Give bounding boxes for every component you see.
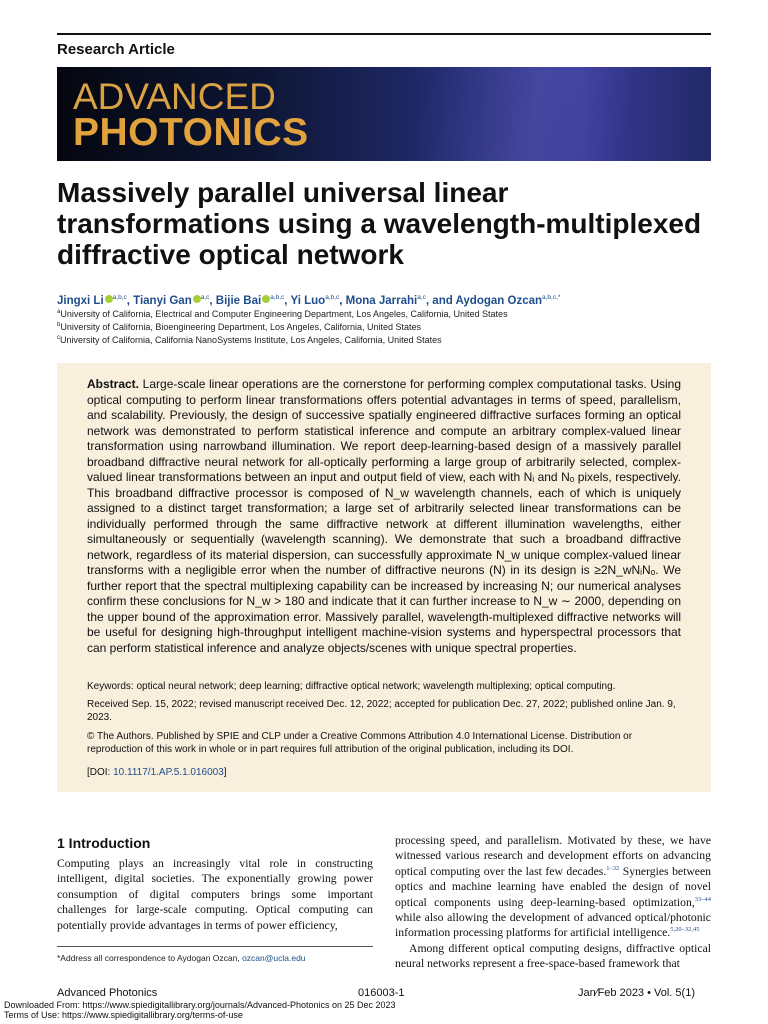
author-affiliation-marks: a,b,c — [112, 294, 127, 301]
footer-article-number: 016003-1 — [358, 987, 405, 999]
citation-ref[interactable]: 5,20–32,45 — [670, 926, 700, 934]
orcid-icon[interactable] — [105, 295, 113, 303]
affiliation-c: $^c$University of California, California NanoSystems Institute, Los Angeles, California, United States — [57, 335, 442, 345]
received-dates: Received Sep. 15, 2022; revised manuscript received Dec. 12, 2022; accepted for publication Dec. 27, 2022; published online Jan. 9, 2023. — [87, 699, 676, 723]
journal-name-line2: PHOTONICS — [73, 111, 309, 154]
citation-ref[interactable]: 1–32 — [606, 864, 620, 872]
article-type-label: Research Article — [57, 41, 175, 58]
author-separator: , and — [425, 294, 456, 307]
author-name[interactable]: Mona Jarrahi — [345, 294, 418, 307]
intro-paragraph-2: Among different optical computing designs, diffractive optical neural networks represent a free-space-based framework that — [395, 941, 711, 971]
affiliation-a: $^a$University of California, Electrical and Computer Engineering Department, Los Angeles, California, United States — [57, 309, 508, 319]
author-name[interactable]: Tianyi Gan — [133, 294, 192, 307]
author-name[interactable]: Aydogan Ozcan — [455, 294, 543, 307]
correspondence-footnote: *Address all correspondence to Aydogan Ozcan, ozcan@ucla.edu — [57, 953, 306, 963]
abstract-text — [87, 377, 681, 656]
author-name[interactable]: Bijie Bai — [215, 294, 262, 307]
author-list — [57, 291, 717, 308]
citation-ref[interactable]: 33–44 — [694, 895, 711, 903]
journal-name-line1: ADVANCED — [73, 76, 276, 117]
author-affiliation-marks: a,b,c — [325, 294, 340, 301]
doi-link[interactable]: 10.1117/1.AP.5.1.016003 — [113, 767, 224, 778]
intro-paragraph-1-cont: processing speed, and parallelism. Motivated by these, we have witnessed various research and development efforts on advancing optical computing over the last few decades.$^{1-32}$ Synergies between optics and machine learning have enabled the design of novel optical components using deep-learning-based optimization,$^{33-44}$ while also allowing the development of advanced optical/photonic information processing platforms for artificial intelligence.$^{5,20-32,45}$ — [395, 834, 712, 940]
footer-journal: Advanced Photonics — [57, 987, 158, 999]
section-heading-introduction: 1 Introduction — [57, 835, 151, 851]
email-link[interactable]: ozcan@ucla.edu — [242, 953, 306, 963]
orcid-icon[interactable] — [262, 295, 270, 303]
author-separator: , — [339, 294, 346, 307]
banner-light-streak — [417, 67, 711, 161]
keywords: Keywords: optical neural network; deep learning; diffractive optical network; wavelength multiplexing; optical computing. — [87, 681, 616, 692]
orcid-icon[interactable] — [193, 295, 201, 303]
footnote-rule — [57, 946, 373, 947]
doi-line: [DOI: 10.1117/1.AP.5.1.016003] — [87, 767, 227, 778]
download-notice: Downloaded From: https://www.spiedigitallibrary.org/journals/Advanced-Photonics on 25 Dec 2023 — [4, 1000, 396, 1010]
intro-left-column — [57, 856, 373, 933]
author-affiliation-marks: a,b,c — [270, 294, 285, 301]
intro-paragraph-1: Computing plays an increasingly vital role in constructing intelligent, digital societies. The exponentially growing power consumption of digital computers brings some important challenges for large-scale computing. Optical computing can potentially provide advantages in terms of power efficiency, — [57, 857, 373, 932]
author-separator: , — [209, 294, 216, 307]
author-affiliation-marks: a,c — [200, 294, 210, 301]
author-name[interactable]: Jingxi Li — [57, 294, 104, 307]
footer-issue: Jan∕Feb 2023 • Vol. 5(1) — [578, 987, 695, 999]
terms-of-use-notice: Terms of Use: https://www.spiedigitallibrary.org/terms-of-use — [4, 1010, 243, 1020]
article-title: Massively parallel universal linear transformations using a wavelength-multiplexed diffractive optical network — [57, 177, 702, 270]
author-affiliation-marks: a,c — [417, 294, 426, 301]
journal-banner — [57, 67, 711, 161]
license-statement: © The Authors. Published by SPIE and CLP under a Creative Commons Attribution 4.0 International License. Distribution or reproduction of this work in whole or in part requires full attribution of the original publication, including its DOI. — [87, 731, 633, 755]
affiliation-b: $^b$University of California, Bioengineering Department, Los Angeles, California, United States — [57, 322, 422, 332]
author-affiliation-marks: a,b,c,* — [542, 294, 561, 301]
abstract-label: Abstract. — [87, 377, 140, 391]
top-rule — [57, 33, 711, 35]
author-name[interactable]: Yi Luo — [290, 294, 326, 307]
author-separator: , — [126, 294, 134, 307]
intro-right-column — [395, 833, 711, 972]
abstract-body: Large-scale linear operations are the cornerstone for performing complex computational tasks. Using optical computing to perform linear transformations offers potential advantages in terms of speed, parallelism, and scalability. Previously, the design of successive spatially engineered diffractive surfaces forming an optical network was demonstrated to perform statistical inference and compute an arbitrary complex-valued linear transformation using narrowband illumination. We report deep-learning-based design of a massively parallel broadband diffractive neural network for all-optically performing a large group of arbitrarily selected, complex-valued linear transformations between an input and output field of view, each with Nᵢ and Nₒ pixels, respectively. This broadband diffractive processor is composed of N_w wavelength channels, each of which is uniquely assigned to a distinct target transformation; a large set of arbitrarily selected linear transformations can be individually performed through the same diffractive network at different illumination wavelengths, either simultaneously or sequentially (wavelength scanning). We demonstrate that such a broadband diffractive network, regardless of its material dispersion, can successfully approximate N_w unique complex-valued linear transforms with a negligible error when the number of diffractive neurons (N) in its design is ≥2N_wNᵢNₒ. We further report that the spectral multiplexing capability can be increased by increasing N; our numerical analyses confirm these conclusions for N_w > 180 and indicate that it can further increase to N_w ∼ 2000, depending on the upper bound of the approximation error. Massively parallel, wavelength-multiplexed diffractive networks will be useful for designing high-throughput intelligent machine-vision systems and hyperspectral processors that can perform statistical inference and analyze objects/scenes with unique spectral properties. — [87, 377, 682, 655]
author-separator: , — [284, 294, 291, 307]
